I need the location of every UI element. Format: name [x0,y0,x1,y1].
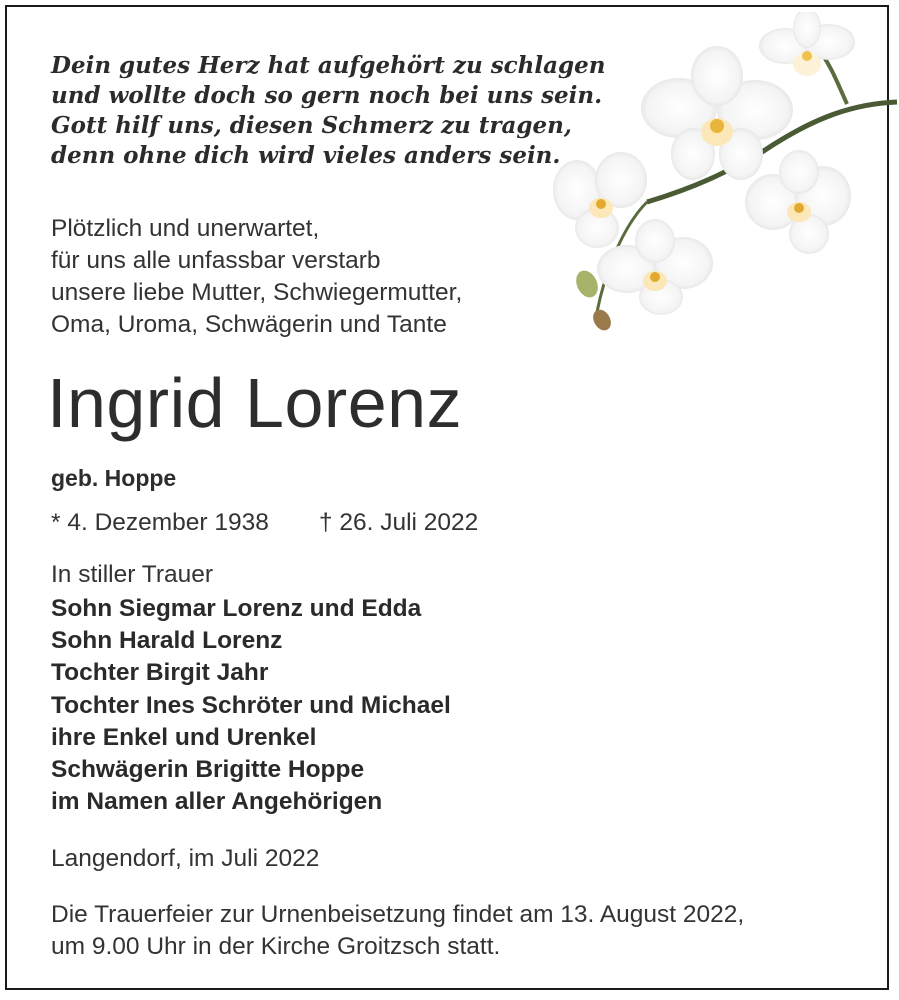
mourners-list [51,593,451,818]
mourner: Tochter Birgit Jahr [51,659,269,687]
intro-line: Plötzlich und unerwartet, [51,215,320,242]
intro-line: für uns alle unfassbar verstarb [51,247,381,274]
orchid-image [547,12,899,332]
funeral-line: um 9.00 Uhr in der Kirche Groitzsch statt. [51,933,501,960]
poem-line: Gott hilf uns, diesen Schmerz zu tragen, [51,112,572,139]
intro-line: Oma, Uroma, Schwägerin und Tante [51,311,447,338]
mourner: Schwägerin Brigitte Hoppe [51,756,365,784]
funeral-line: Die Trauerfeier zur Urnenbeisetzung findet am 13. August 2022, [51,901,745,928]
poem [51,51,605,171]
mourner: Sohn Siegmar Lorenz und Edda [51,595,422,622]
poem-line: denn ohne dich wird vieles anders sein. [51,142,561,169]
deceased-name: Ingrid Lorenz [47,364,463,442]
birth-date: * 4. Dezember 1938 [51,509,269,536]
poem-line: Dein gutes Herz hat aufgehört zu schlagen [51,52,606,79]
life-dates [51,507,478,539]
obituary-card [5,5,889,990]
place-date: Langendorf, im Juli 2022 [51,845,320,872]
intro-text [51,213,462,341]
mourner: Sohn Harald Lorenz [51,627,283,655]
intro-line: unsere liebe Mutter, Schwiegermutter, [51,279,463,306]
mourner: ihre Enkel und Urenkel [51,723,317,751]
death-date: † 26. Juli 2022 [318,509,479,536]
mourner: im Namen aller Angehörigen [51,788,383,816]
mourning-intro: In stiller Trauer [51,561,214,588]
maiden-name: geb. Hoppe [51,465,177,491]
poem-line: und wollte doch so gern noch bei uns sein. [51,82,603,109]
funeral-info [51,899,744,963]
mourner: Tochter Ines Schröter und Michael [51,691,451,719]
